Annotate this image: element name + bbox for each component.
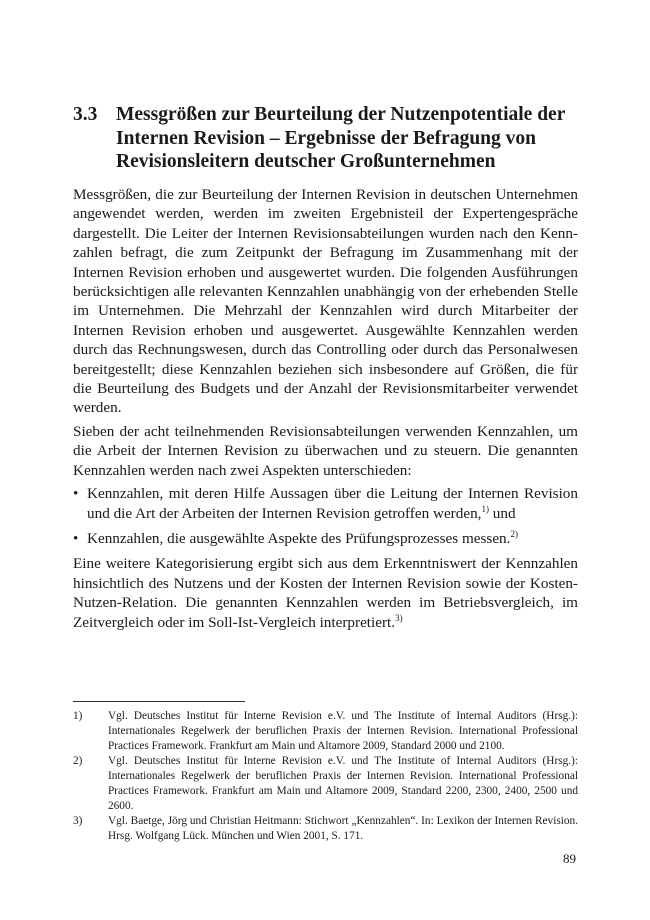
footnote: [73, 754, 578, 814]
footnote: [73, 709, 578, 754]
footnote-ref[interactable]: 2): [510, 528, 518, 539]
footnote-number: 2): [73, 755, 83, 767]
footnote-ref[interactable]: 3): [395, 612, 403, 623]
list-item-text: Kennzahlen, die ausgewählte Aspekte des Prüfungsprozesses messen.: [87, 529, 511, 547]
footnote-text: Vgl. Deutsches Institut für Interne Revision e.V. und The Institute of Internal Auditors (Hrsg.): Internationales Regelwerk der beruflichen Praxis der Internen Revision. International Professional Practices Framework. Frankfurt am Main und Altamore 2009, Standard 2200, 2300, 2400, 2500 und 2600.: [108, 755, 578, 812]
footnote-number: 1): [73, 710, 83, 722]
footnote-text: Vgl. Baetge, Jörg und Christian Heitmann: Stichwort „Kennzahlen“. In: Lexikon der Internen Revision. Hrsg. Wolfgang Lück. München und Wien 2001, S. 171.: [108, 815, 578, 842]
section-number: 3.3: [73, 104, 98, 125]
paragraph: Sieben der acht teilnehmenden Revisionsabteilungen verwenden Kennzahlen, um die Arbeit der Internen Revision zu überwachen und zu steuern. Die genannten Kennzahlen werden nach zwei Aspekten unterschieden:: [73, 422, 578, 479]
paragraph-text: Eine weitere Kategorisierung ergibt sich aus dem Erkenntniswert der Kennzahlen hinsichtlich des Nutzens und der Kosten der Internen Revision sowie der Kosten-Nutzen-Relation. Die genannten Kennzahlen werden im Betriebsvergleich, im Zeitvergleich oder im Soll-Ist-Vergleich interpretiert.: [73, 555, 578, 631]
bullet-icon: •: [73, 485, 79, 503]
footnote-divider: [73, 701, 245, 702]
body-text: [73, 185, 578, 636]
list-item-tail: und: [488, 504, 516, 522]
footnote-number: 3): [73, 815, 83, 827]
list-item: [73, 484, 578, 523]
footnote-ref[interactable]: 1): [481, 503, 489, 514]
footnotes: [73, 709, 578, 844]
list-item-text: Kennzahlen, mit deren Hilfe Aussagen über die Leitung der Internen Revision und die Art der Arbeiten der Internen Revision getroffen werden,: [87, 485, 578, 522]
paragraph: Messgrößen, die zur Beurteilung der Internen Revision in deutschen Unternehmen angewendet werden, werden im zweiten Ergebnisteil der Expertengespräche dargestellt. Die Leiter der Internen Revisionsabteilungen wurden nach den Kenn-zahlen befragt, die zum Zeitpunkt der Befragung im Zusammenhang mit der Internen Revision erhoben und ausgewertet wurden. Die folgenden Ausführungen berücksichtigen alle relevanten Kennzahlen unabhängig von der erhebenden Stelle im Unternehmen. Die Mehrzahl der Kennzahlen wird durch Mitarbeiter der Internen Revision erhoben und ausgewertet. Ausgewählte Kennzahlen werden durch das Rechnungswesen, durch das Controlling oder durch das Personalwesen bereitgestellt; diese Kennzahlen beziehen sich insbesondere auf Größen, die für die Beurteilung des Budgets und der Anzahl der Revisionsmitarbeiter verwendet werden.: [73, 186, 578, 417]
list-item: [73, 529, 578, 548]
page-number: 89: [563, 851, 576, 866]
section-title: Messgrößen zur Beurteilung der Nutzenpotentiale der Internen Revision – Ergebnisse der Befragung von Revisionsleitern deutscher Großunternehmen: [116, 104, 566, 172]
bullet-icon: •: [73, 529, 79, 547]
paragraph: [73, 554, 578, 632]
footnote: [73, 814, 578, 844]
section-heading: [73, 103, 593, 174]
bullet-list: [73, 484, 578, 548]
footnote-text: Vgl. Deutsches Institut für Interne Revision e.V. und The Institute of Internal Auditors (Hrsg.): Internationales Regelwerk der beruflichen Praxis der Internen Revision. International Professional Practices Framework. Frankfurt am Main und Altamore 2009, Standard 2000 und 2100.: [108, 710, 578, 752]
